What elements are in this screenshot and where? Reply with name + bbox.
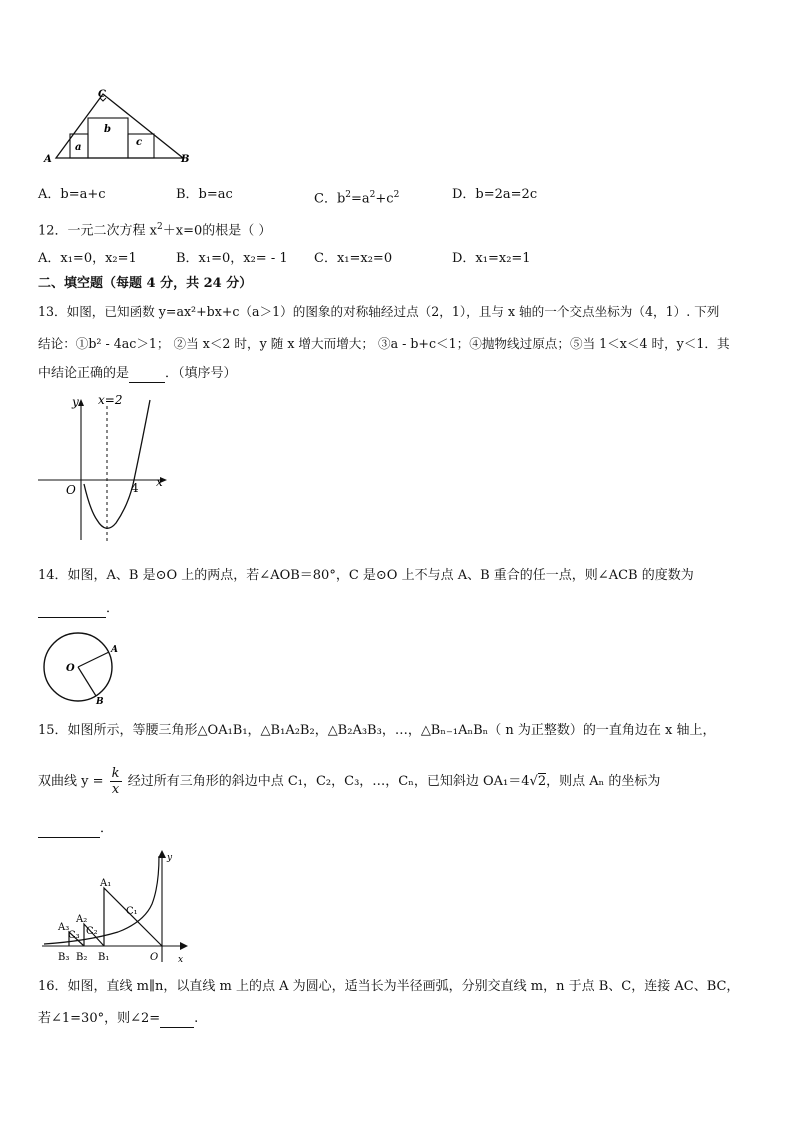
q13-parabola-figure <box>34 392 174 544</box>
q14-line2 <box>38 600 119 618</box>
q13-label-axis: x=2 <box>98 393 123 407</box>
q11-option-b: B．b=ac <box>176 187 233 202</box>
q15-label-c1: C₁ <box>126 906 138 917</box>
q13-line2: 结论：①b² - 4ac＞1； ②当 x＜2 时，y 随 x 增大而增大； ③a - b+c＜1；④抛物线过原点；⑤当 1＜x＜4 时，y＜1．其 <box>38 336 730 351</box>
q14-line2-post: ． <box>106 601 120 616</box>
q14-label-o: O <box>66 663 75 674</box>
q15-label-a1: A₁ <box>100 878 112 889</box>
q11-option-c-part2: =a <box>351 191 370 207</box>
q15-hyperbola-figure <box>38 848 198 968</box>
q16-line2-post: . <box>194 1011 199 1026</box>
q15-label-a3: A₃ <box>58 922 70 933</box>
q15-line2 <box>38 762 660 802</box>
q15-frac-den: x <box>111 782 120 797</box>
q16-answer-blank[interactable] <box>160 1013 194 1028</box>
q13-label-four: 4 <box>131 481 139 495</box>
q11-option-d: D．b=2a=2c <box>452 187 538 202</box>
q12-option-b: B．x₁=0，x₂= - 1 <box>176 251 288 266</box>
q15-answer-blank[interactable] <box>38 823 100 838</box>
q15-line3 <box>38 820 113 838</box>
q12-stem-pre: 12．一元二次方程 x <box>38 223 158 239</box>
q14-circle-figure <box>40 628 126 706</box>
q15-label-y: y <box>167 853 173 863</box>
q12-option-d: D．x₁=x₂=1 <box>452 251 531 266</box>
q13-label-x: x <box>156 475 163 489</box>
q15-label-c3: C₃ <box>68 930 80 941</box>
q13-label-origin: O <box>66 483 76 497</box>
q15-fraction <box>110 766 122 797</box>
q14-label-a: A <box>111 645 118 655</box>
q15-frac-num: k <box>111 766 120 781</box>
q15-label-b3: B₃ <box>58 952 70 963</box>
q15-line2-mid: 经过所有三角形的斜边中点 C₁，C₂，C₃，…，Cₙ，已知斜边 OA₁＝4 <box>127 774 530 789</box>
q14-line1: 14．如图，A、B 是⊙O 上的两点，若∠AOB＝80°，C 是⊙O 上不与点 A、B 重合的任一点，则∠ACB 的度数为 <box>38 568 694 583</box>
label-A: A <box>44 154 52 165</box>
q15-label-x: x <box>178 955 184 965</box>
section-title: 二、填空题（每题 4 分，共 24 分） <box>38 276 253 291</box>
q16-line2-pre: 若∠1=30°，则∠2= <box>38 1011 161 1026</box>
q15-line3-post: ． <box>100 821 114 836</box>
label-c: c <box>136 137 143 148</box>
q11-option-c: C．$b^2=a^2+c^2$ <box>314 190 400 207</box>
q16-line2 <box>38 1010 198 1028</box>
q12-option-c: C．x₁=x₂=0 <box>314 251 393 266</box>
label-b: b <box>104 124 111 135</box>
q15-label-b1: B₁ <box>98 952 110 963</box>
q11-option-c-part3: +c <box>375 191 394 207</box>
q15-sqrt-value: 2 <box>537 774 547 789</box>
label-B: B <box>181 154 190 165</box>
q12-option-a: A．x₁=0，x₂=1 <box>38 251 137 266</box>
q14-answer-blank[interactable] <box>38 603 106 618</box>
q11-option-c-part1: C．b <box>314 191 346 207</box>
q11-option-a: A．b=a+c <box>38 187 106 202</box>
q14-label-b: B <box>96 697 104 706</box>
q13-line3-pre: 中结论正确的是 <box>38 366 130 381</box>
q15-label-a2: A₂ <box>76 914 88 925</box>
q13-label-y: y <box>72 395 79 409</box>
q13-line1: 13．如图，已知函数 y=ax²+bx+c（a＞1）的图象的对称轴经过点（2，1），且与 x 轴的一个交点坐标为（4，1）. 下列 <box>38 304 720 319</box>
q15-line2-pre: 双曲线 y = <box>38 774 104 789</box>
q15-sqrt: √2 <box>529 774 547 789</box>
q11-triangle-figure <box>40 86 200 166</box>
q13-answer-blank[interactable] <box>129 368 165 383</box>
label-C: C <box>98 89 106 100</box>
q12-stem-post: ＋x=0的根是（ ） <box>162 223 272 239</box>
q15-line1: 15．如图所示，等腰三角形△OA₁B₁，△B₁A₂B₂，△B₂A₃B₃，…，△Bₙ₋₁AₙBₙ（ n 为正整数）的一直角边在 x 轴上， <box>38 723 716 738</box>
q15-label-o: O <box>150 952 159 963</box>
q13-line3-post: ．（填序号） <box>165 366 237 381</box>
q15-line2-post: ，则点 Aₙ 的坐标为 <box>546 774 661 789</box>
q15-label-b2: B₂ <box>76 952 88 963</box>
label-a: a <box>75 142 82 153</box>
q15-label-c2: C₂ <box>86 926 98 937</box>
q13-line3 <box>38 365 237 383</box>
q12-stem: 12．一元二次方程 $x^2+x=0$的根是（ ） <box>38 222 272 239</box>
q16-line1: 16．如图，直线 m∥n，以直线 m 上的点 A 为圆心，适当长为半径画弧，分别交直线 m，n 于点 B、C，连接 AC、BC， <box>38 979 740 994</box>
